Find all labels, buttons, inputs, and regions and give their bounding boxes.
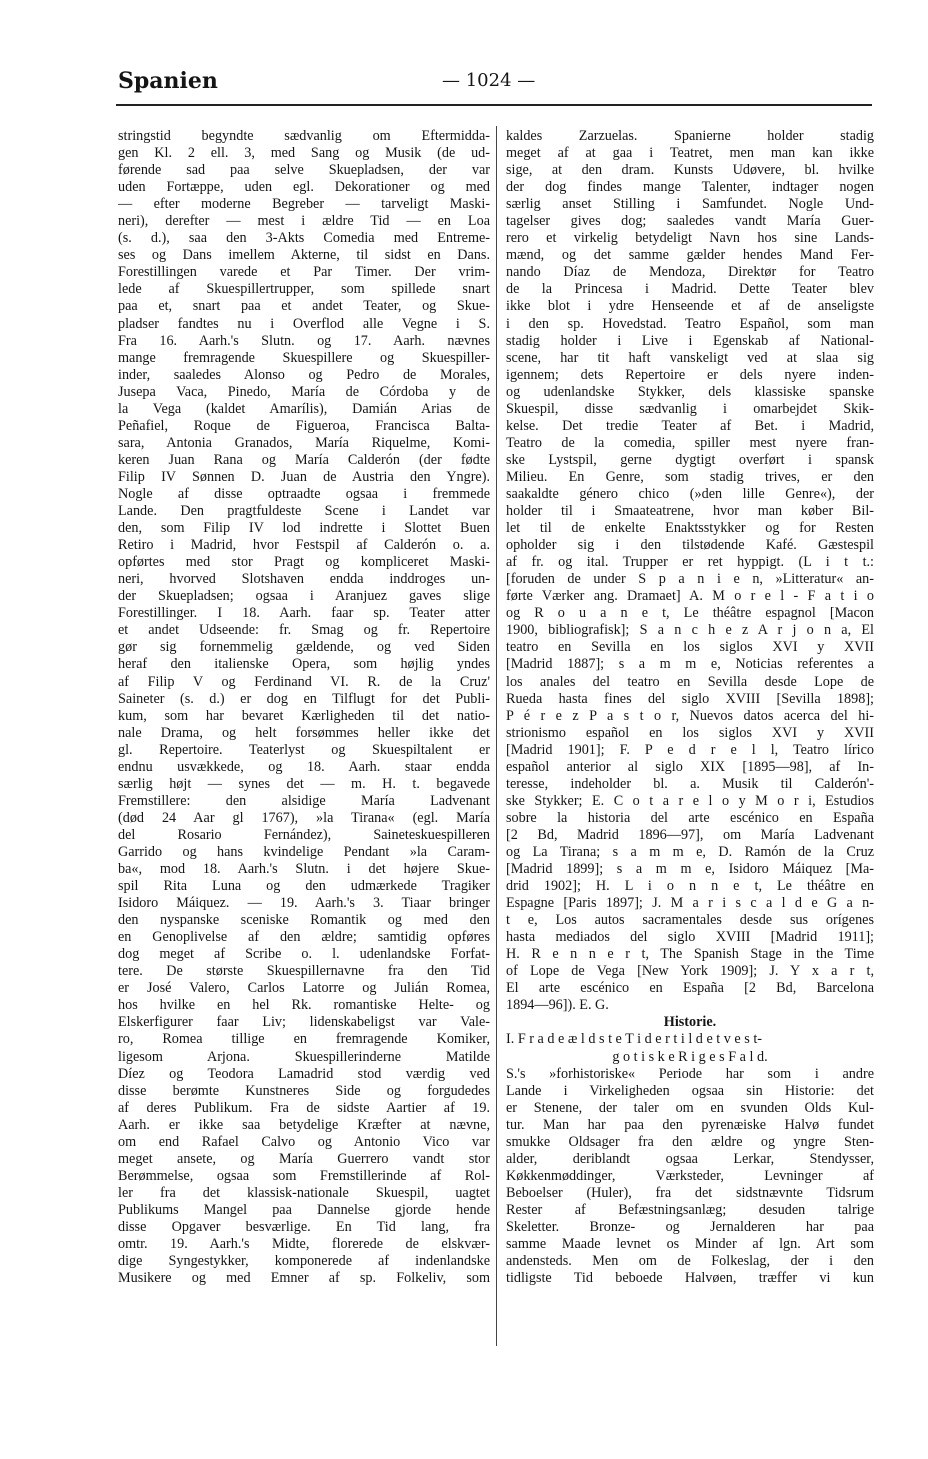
text-line: Aarh. er ikke saa betydelige Kræfter at nævne, — [118, 1116, 490, 1133]
text-line: scene, har tit haft vanskeligt ved at slaa sig — [506, 349, 874, 366]
text-line: Garrido og hans kvindelige Pendant »la Caram- — [118, 843, 490, 860]
text-line: nando Díaz de Mendoza, Direktør for Teatro — [506, 264, 874, 281]
text-line: dog meget af Scribe o. l. udenlandske Forfat- — [118, 946, 490, 963]
text-line: ikke blot i ydre Henseende et af de anseligste — [506, 298, 874, 315]
text-line: spil Rita Luna og den udmærkede Tragiker — [118, 878, 490, 895]
header-rule — [116, 104, 872, 106]
text-line: opholder sig i den tilstødende Kafé. Gæstespil — [506, 537, 874, 554]
text-line: igennem; dets Repertoire er dels nyere inden- — [506, 366, 874, 383]
text-line: ske Stykker; E. C o t a r e l o y M o r i, Estudios — [506, 792, 874, 809]
text-line: smukke Oldsager fra den ældre og yngre Sten- — [506, 1133, 874, 1150]
text-line: Skeletter. Bronze- og Jernalderen har paa — [506, 1219, 874, 1235]
text-line: Publikums Mangel paa Dannelse gjorde hende — [118, 1201, 490, 1218]
text-line: stadig holder i Live i Egenskab af National- — [506, 332, 874, 349]
text-line: Espagne [Paris 1897]; J. M a r i s c a l d e G a n- — [506, 895, 874, 912]
text-line: Saineter (s. d.) er dog en Tilflugt for det Publi- — [118, 690, 490, 707]
text-line: keren Juan Rana og María Calderón (der fødte — [118, 451, 490, 468]
text-line: uden Fortæppe, uden egl. Dekorationer og med — [118, 179, 490, 196]
text-line: let til de enkelte Enaktsstykker og for Resten — [506, 520, 874, 537]
text-line: disse Opgaver besværlige. En Tid lang, fra — [118, 1219, 490, 1235]
text-line: Rester af Befæstningsanlæg; desuden talrige — [506, 1201, 874, 1218]
text-line: ro, Romea tillige en fremragende Komiker, — [118, 1031, 490, 1048]
text-line: gen Kl. 2 ell. 3, med Sang og Musik (de ud- — [118, 145, 490, 162]
text-line: gl. Repertoire. Teaterlyst og Skuespiltalent er — [118, 741, 490, 758]
text-line: kum, som har bevaret Kærligheden til det natio- — [118, 707, 490, 724]
text-line: gør sig fornemmelig gældende, og ved Siden — [118, 639, 490, 656]
text-line: heraf den italienske Opera, som højlig yndes — [118, 656, 490, 673]
text-line: Musikere og med Emner af sp. Folkeliv, som — [118, 1270, 490, 1287]
text-line: of Lope de Vega [New York 1909]; J. Y x a r t, — [506, 963, 874, 980]
column-divider — [496, 126, 497, 1346]
text-line: Peñafiel, Roque de Figueroa, Francisca Balta- — [118, 417, 490, 434]
text-line: teatro en Sevilla en los siglos XVI y XVII — [506, 639, 874, 656]
text-line: ligesom Arjona. Skuespillerinderne Matilde — [118, 1048, 490, 1065]
subsection-heading: I. F r a d e æ l d s t e T i d e r t i l d e t v e s t- — [506, 1031, 762, 1048]
text-line: 1900, bibliografisk]; S a n c h e z A r j o n a, El — [506, 622, 874, 639]
text-line: Lande i Virkeligheden ogsaa sin Historie: det — [506, 1082, 874, 1099]
text-line: førte Værker ang. Dramaet] A. M o r e l - F a t i o — [506, 588, 874, 605]
text-line: P é r e z P a s t o r, Nuevos datos acerca del hi- — [506, 707, 874, 724]
text-line: særlig højt — synes det — m. H. t. begavede — [118, 775, 490, 792]
left-text-column — [118, 128, 490, 1287]
text-line: holder til i Smaateatrene, hvor man køber Bil- — [506, 503, 874, 520]
text-line: om end Rafael Calvo og Antonio Vico var — [118, 1133, 490, 1150]
text-line: Lande. Den pragtfuldeste Scene i Landet var — [118, 503, 490, 520]
text-line: Forestillingen varede et Par Timer. Der vrim- — [118, 264, 490, 281]
text-line: Fra 16. Aarh.'s Slutn. og 17. Aarh. nævnes — [118, 332, 490, 349]
text-line: omtr. 19. Aarh.'s Midte, florerede de elskvær- — [118, 1236, 490, 1253]
text-line: pladser fandtes nu i Overflod alle Vegne i S. — [118, 315, 490, 332]
text-line: neri, hvorved Slotshaven endda inddroges un- — [118, 571, 490, 588]
text-line: kaldes Zarzuelas. Spanierne holder stadig — [506, 128, 874, 144]
text-line: ske Lystspil, gerne dygtigt overført i spansk — [506, 451, 874, 468]
text-line: saakaldte género chico (»den lille Genre«), der — [506, 485, 874, 502]
section-heading: Historie. — [663, 1014, 717, 1031]
text-line: Rueda hasta fines del siglo XVIII [Sevilla 1898]; — [506, 690, 874, 707]
text-line: en Genoplivelse af den ældre; samtidig opføres — [118, 929, 490, 946]
text-line: ba«, mod 18. Aarh.'s Slutn. i det højere Skue- — [118, 861, 490, 878]
text-line: Skuespil, disse sædvanlig i omarbejdet Skik- — [506, 400, 874, 417]
text-line: ses og Dans imellem Akterne, til sidst en Dans. — [118, 247, 490, 264]
text-line: hasta mediados del siglo XVIII [Madrid 1911]; — [506, 929, 874, 946]
text-line: førende sad paa selve Skuepladsen, der var — [118, 162, 490, 179]
text-line: paa et, snart paa et andet Teater, og Skue- — [118, 298, 490, 315]
text-line: H. R e n n e r t, The Spanish Stage in the Time — [506, 946, 874, 963]
text-line: Teatro de la comedia, spiller mest nyere fran- — [506, 434, 874, 451]
text-line: meget af at gaa i Teatret, men man kan ikke — [506, 145, 874, 162]
text-line: rero et virkelig betydeligt Navn hos sine Lands- — [506, 230, 874, 247]
text-line: ler fra det klassisk-nationale Skuespil, uagtet — [118, 1184, 490, 1201]
text-line: Retiro i Madrid, hvor Festspil af Calderón o. a. — [118, 537, 490, 554]
text-line: opførtes med stor Pragt og kompliceret Maski- — [118, 554, 490, 571]
text-line: tidligste Tid beboede Halvøen, træffer vi kun — [506, 1270, 874, 1287]
text-line: Isidoro Máiquez. — 19. Aarh.'s 3. Tiaar bringer — [118, 895, 490, 912]
text-line: et andet Udseende: fr. Smag og fr. Repertoire — [118, 622, 490, 639]
text-line: er Stenene, der taler om en svunden Olds Kul- — [506, 1099, 874, 1116]
text-line: af fr. og ital. Trupper er ret hyppigt. (L i t t.: — [506, 554, 874, 571]
text-line: af deres Publikum. Fra de sidste Aartier af 19. — [118, 1099, 490, 1116]
text-line: [2 Bd, Madrid 1896—97], om María Ladvenant — [506, 826, 874, 843]
text-line: disse berømte Kunstneres Side og forgudedes — [118, 1082, 490, 1099]
text-line: Forestillinger. I 18. Aarh. faar sp. Teater atter — [118, 605, 490, 622]
text-line: la Vega (kaldet Amarílis), Damián Arias de — [118, 400, 490, 417]
text-line: neri), derefter — mest i ældre Tid — en Loa — [118, 213, 490, 230]
text-line: nale Drama, og helt forsømmes heller ikke det — [118, 724, 490, 741]
text-line: stringstid begyndte sædvanlig om Eftermidda- — [118, 128, 490, 144]
text-line: t e, Los autos sacramentales desde sus orígenes — [506, 912, 874, 929]
text-line: Køkkenmøddinger, Værksteder, Levninger af — [506, 1167, 874, 1184]
text-line: samme Maade levnet os Minder af lgn. Art som — [506, 1236, 874, 1253]
text-line: Fremstillere: den alsidige María Ladvenant — [118, 792, 490, 809]
text-line: teresse, indeholder bl. a. Musik til Calderón'- — [506, 775, 874, 792]
text-line: særlig anset Stilling i Samfundet. Nogle Und- — [506, 196, 874, 213]
text-line: — efter moderne Begreber — tarveligt Maski- — [118, 196, 490, 213]
text-line: sara, Antonia Granados, María Riquelme, Komi- — [118, 434, 490, 451]
text-line: lede af Skuespillertrupper, som spillede snart — [118, 281, 490, 298]
text-line: S.'s »forhistoriske« Periode har som i andre — [506, 1065, 874, 1082]
text-line: Filip IV Sønnen D. Juan de Austria den Yngre). — [118, 468, 490, 485]
text-line: mange fremragende Skuespillere og Skuespiller- — [118, 349, 490, 366]
text-line: i den sp. Hovedstad. Teatro Español, som man — [506, 315, 874, 332]
text-line: sobre la historia del arte escénico en España — [506, 809, 874, 826]
text-line: dige Syngestykker, komponerede af indenlandske — [118, 1253, 490, 1270]
text-line: og La Tirana; s a m m e, D. Ramón de la Cruz — [506, 843, 874, 860]
text-line: er José Valero, Carlos Latorre og Julián Romea, — [118, 980, 490, 997]
text-line: inder, saaledes Alonso og Pedro de Morales, — [118, 366, 490, 383]
text-line: mænd, og det samme gælder hendes Mand Fer- — [506, 247, 874, 264]
text-line: tere. De største Skuespillernavne fra den Tid — [118, 963, 490, 980]
text-line: Beboelser (Huler), fra det sidstnævnte Tidsrum — [506, 1184, 874, 1201]
text-line: tagelser gives dog; saaledes vandt María Guer- — [506, 213, 874, 230]
text-line: Milieu. En Genre, som stadig trives, er den — [506, 468, 874, 485]
text-line: español anterior al siglo XIX [1895—98], af In- — [506, 758, 874, 775]
text-line: der dog findes mange Talenter, indtager nogen — [506, 179, 874, 196]
author-signature-line: 1894—96]). E. G. — [506, 997, 609, 1014]
text-line: tur. Man har paa den pyrenæiske Halvø fundet — [506, 1116, 874, 1133]
page-number: — 1024 — — [442, 70, 536, 91]
text-line: [Madrid 1887]; s a m m e, Noticias referentes a — [506, 656, 874, 673]
right-text-column — [506, 128, 874, 1287]
text-line: Berømmelse, ogsaa som Fremstillerinde af Rol- — [118, 1167, 490, 1184]
text-line: meget ansete, og María Guerrero vandt stor — [118, 1150, 490, 1167]
text-line: der Skuepladsen; ogsaa i Aranjuez gaves slige — [118, 588, 490, 605]
text-line: af Filip V og Ferdinand VI. R. de la Cruz' — [118, 673, 490, 690]
text-line: sige, at den dram. Kunsts Udøvere, bl. hvilke — [506, 162, 874, 179]
text-line: Jusepa Vaca, Pinedo, María de Córdoba y de — [118, 383, 490, 400]
text-line: de la Princesa i Madrid. Dette Teater blev — [506, 281, 874, 298]
text-line: alder, deriblandt ogsaa Lerkar, Stendysser, — [506, 1150, 874, 1167]
subsection-heading: g o t i s k e R i g e s F a l d. — [612, 1048, 768, 1065]
text-line: endnu usvækkede, og 18. Aarh. staar endda — [118, 758, 490, 775]
text-line: den nyspanske sceniske Romantik og med den — [118, 912, 490, 929]
text-line: Nogle af disse optraadte ogsaa i fremmede — [118, 485, 490, 502]
text-line: og R o u a n e t, Le théâtre espagnol [Macon — [506, 605, 874, 622]
text-line: los anales del teatro en Sevilla desde Lope de — [506, 673, 874, 690]
text-line: og udenlandske Stykker, dels klassiske spanske — [506, 383, 874, 400]
text-line: [Madrid 1901]; F. P e d r e l l, Teatro lírico — [506, 741, 874, 758]
text-line: del Rosario Fernández), Saineteskuespilleren — [118, 826, 490, 843]
text-line: andensteds. Men om de Folkeslag, der i den — [506, 1253, 874, 1270]
text-line: strionismo español en los siglos XVI y XVII — [506, 724, 874, 741]
text-line: Díez og Teodora Lamadrid stod værdig ved — [118, 1065, 490, 1082]
text-line: (s. d.), saa den 3-Akts Comedia med Entreme- — [118, 230, 490, 247]
text-line: [foruden de under S p a n i e n, »Litteratur« an- — [506, 571, 874, 588]
text-line: drid 1902]; H. L i o n n e t, Le théâtre en — [506, 878, 874, 895]
text-line: kelse. Det tredie Teater af Bet. i Madrid, — [506, 417, 874, 434]
running-header-title: Spanien — [118, 68, 218, 94]
text-line: hos hvilke en hel Rk. romantiske Helte- og — [118, 997, 490, 1014]
text-line: den, som Filip IV lod indrette i Slottet Buen — [118, 520, 490, 537]
text-line: (død 24 Aar gl 1767), »la Tirana« (egl. María — [118, 809, 490, 826]
text-line: El arte escénico en España [2 Bd, Barcelona — [506, 980, 874, 997]
text-line: [Madrid 1899]; s a m m e, Isidoro Máiquez [Ma- — [506, 861, 874, 878]
text-line: Elskerfigurer faar Liv; lidenskabeligst var Vale- — [118, 1014, 490, 1031]
